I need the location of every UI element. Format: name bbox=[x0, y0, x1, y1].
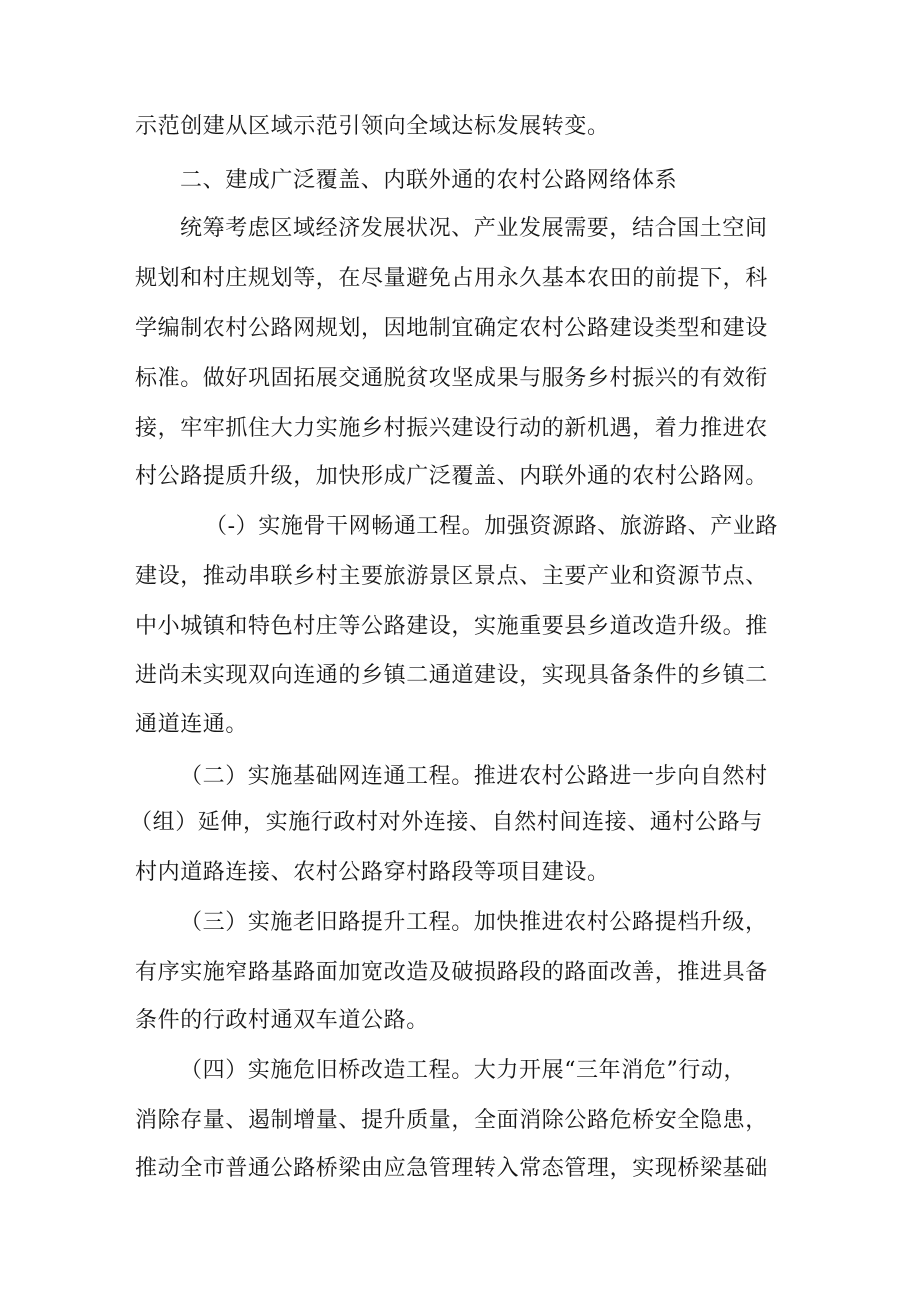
paragraph-line: （-）实施骨干网畅通工程。加强资源路、旅游路、产业路 bbox=[205, 514, 779, 539]
paragraph-line: 标准。做好巩固拓展交通脱贫攻坚成果与服务乡村振兴的有效衔 bbox=[135, 366, 768, 391]
paragraph-line: 统筹考虑区域经济发展状况、产业发展需要，结合国土空间 bbox=[180, 216, 768, 241]
paragraph-line: 有序实施窄路基路面加宽改造及破损路段的路面改善，推进具备 bbox=[135, 960, 768, 985]
paragraph-line: （二）实施基础网连通工程。推进农村公路进一步向自然村 bbox=[180, 764, 768, 789]
paragraph-line: 消除存量、遏制增量、提升质量，全面消除公路危桥安全隐患， bbox=[135, 1108, 768, 1133]
paragraph-line: （三）实施老旧路提升工程。加快推进农村公路提档升级， bbox=[180, 910, 768, 935]
paragraph-line: （四）实施危旧桥改造工程。大力开展“三年消危”行动， bbox=[180, 1058, 747, 1083]
paragraph-line: 中小城镇和特色村庄等公路建设，实施重要县乡道改造升级。推 bbox=[135, 614, 768, 639]
paragraph-line: 学编制农村公路网规划，因地制宜确定农村公路建设类型和建设 bbox=[135, 316, 768, 341]
paragraph-line: 进尚未实现双向连通的乡镇二通道建设，实现具备条件的乡镇二 bbox=[135, 663, 768, 688]
paragraph-line: 规划和村庄规划等，在尽量避免占用永久基本农田的前提下，科 bbox=[135, 266, 768, 291]
paragraph-line: 接，牢牢抓住大力实施乡村振兴建设行动的新机遇，着力推进农 bbox=[135, 416, 768, 441]
paragraph-line: 条件的行政村通双车道公路。 bbox=[135, 1008, 429, 1033]
section-heading: 二、建成广泛覆盖、内联外通的农村公路网络体系 bbox=[180, 168, 678, 193]
paragraph-line: 推动全市普通公路桥梁由应急管理转入常态管理，实现桥梁基础 bbox=[135, 1156, 768, 1181]
paragraph-line: 通道连通。 bbox=[135, 712, 249, 737]
paragraph-line: 建设，推动串联乡村主要旅游景区景点、主要产业和资源节点、 bbox=[135, 564, 768, 589]
paragraph-line: 示范创建从区域示范引领向全域达标发展转变。 bbox=[135, 114, 610, 139]
paragraph-line: （组）延伸，实施行政村对外连接、自然村间连接、通村公路与 bbox=[130, 810, 763, 835]
paragraph-line: 村公路提质升级，加快形成广泛覆盖、内联外通的农村公路网。 bbox=[135, 464, 768, 489]
paragraph-line: 村内道路连接、农村公路穿村路段等项目建设。 bbox=[135, 860, 610, 885]
